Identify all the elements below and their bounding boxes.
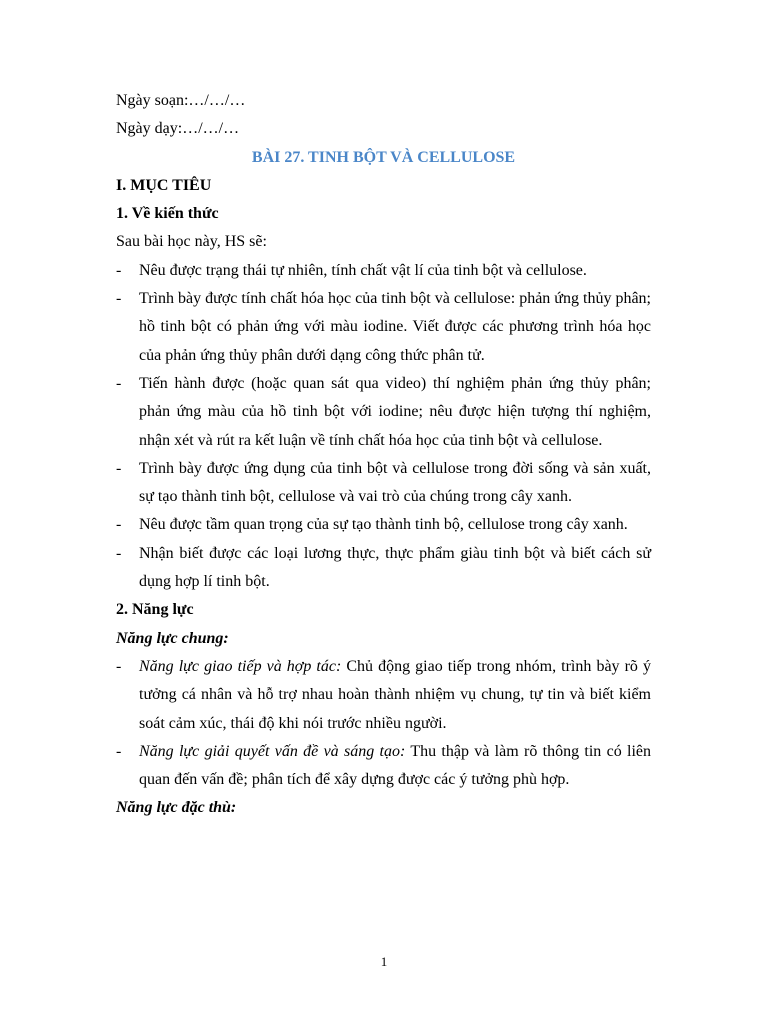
section-heading-objectives: I. MỤC TIÊU	[116, 176, 212, 194]
list-item	[116, 455, 651, 512]
list-item-lead: Năng lực giao tiếp và hợp tác:	[139, 657, 342, 675]
list-item	[116, 653, 651, 738]
list-item-body: Thu thập và làm rõ thông tin có liên quan đến vấn đề; phân tích để xây dựng được các ý tưởng phù hợp.	[139, 742, 651, 789]
document-page	[116, 87, 651, 823]
general-competence-heading: Năng lực chung:	[116, 629, 229, 647]
list-item-text: Nêu được tầm quan trọng của sự tạo thành tinh bộ, cellulose trong cây xanh.	[139, 516, 628, 534]
date-prepared: Ngày soạn:…/…/…	[116, 92, 246, 109]
list-item-text	[139, 653, 651, 738]
list-item-body: Chủ động giao tiếp trong nhóm, trình bày rõ ý tưởng cá nhân và hỗ trợ nhau hoàn thành nhiệm vụ chung, tự tin và biết kiểm soát cảm xúc, thái độ khi nói trước nhiều người.	[139, 657, 651, 732]
specific-competence-heading: Năng lực đặc thù:	[116, 799, 237, 817]
lesson-title: BÀI 27. TINH BỘT VÀ CELLULOSE	[251, 148, 516, 166]
list-item	[116, 511, 651, 539]
list-item-text: Tiến hành được (hoặc quan sát qua video) thí nghiệm phản ứng thủy phân; phản ứng màu của hồ tinh bột với iodine; nêu được hiện tượng thí nghiệm, nhận xét và rút ra kết luận về tính chất hóa học của tinh bột và cellulose.	[139, 374, 651, 449]
list-item-text: Nêu được trạng thái tự nhiên, tính chất vật lí của tinh bột và cellulose.	[139, 261, 587, 279]
list-item-text: Trình bày được tính chất hóa học của tinh bột và cellulose: phản ứng thủy phân; hồ tinh bột có phản ứng với màu iodine. Viết được các phương trình hóa học của phản ứng thủy phân dưới dạng công thức phân tử.	[139, 290, 651, 364]
bullet-dash: -	[116, 742, 122, 760]
date-taught: Ngày dạy:…/…/…	[116, 120, 240, 138]
page-number: 1	[380, 954, 388, 969]
list-item-text: Nhận biết được các loại lương thực, thực phẩm giàu tinh bột và biết cách sử dụng hợp lí tinh bột.	[139, 544, 651, 591]
list-item-text: Trình bày được ứng dụng của tinh bột và cellulose trong đời sống và sản xuất, sự tạo thành tinh bột, cellulose và vai trò của chúng trong cây xanh.	[139, 459, 651, 506]
list-item	[116, 738, 651, 795]
list-item-lead: Năng lực giải quyết vấn đề và sáng tạo:	[139, 742, 406, 760]
bullet-dash: -	[116, 516, 122, 534]
list-item	[116, 540, 651, 597]
list-item	[116, 370, 651, 455]
list-item-text	[139, 738, 651, 795]
bullet-dash: -	[116, 374, 122, 392]
bullet-dash: -	[116, 290, 122, 308]
subsection-heading-competence: 2. Năng lực	[116, 601, 194, 619]
list-item	[116, 285, 651, 370]
bullet-dash: -	[116, 544, 122, 562]
bullet-dash: -	[116, 459, 122, 477]
bullet-dash: -	[116, 261, 122, 279]
subsection-heading-knowledge: 1. Về kiến thức	[116, 205, 219, 223]
bullet-dash: -	[116, 657, 122, 675]
knowledge-intro: Sau bài học này, HS sẽ:	[116, 233, 267, 251]
list-item	[116, 257, 651, 285]
